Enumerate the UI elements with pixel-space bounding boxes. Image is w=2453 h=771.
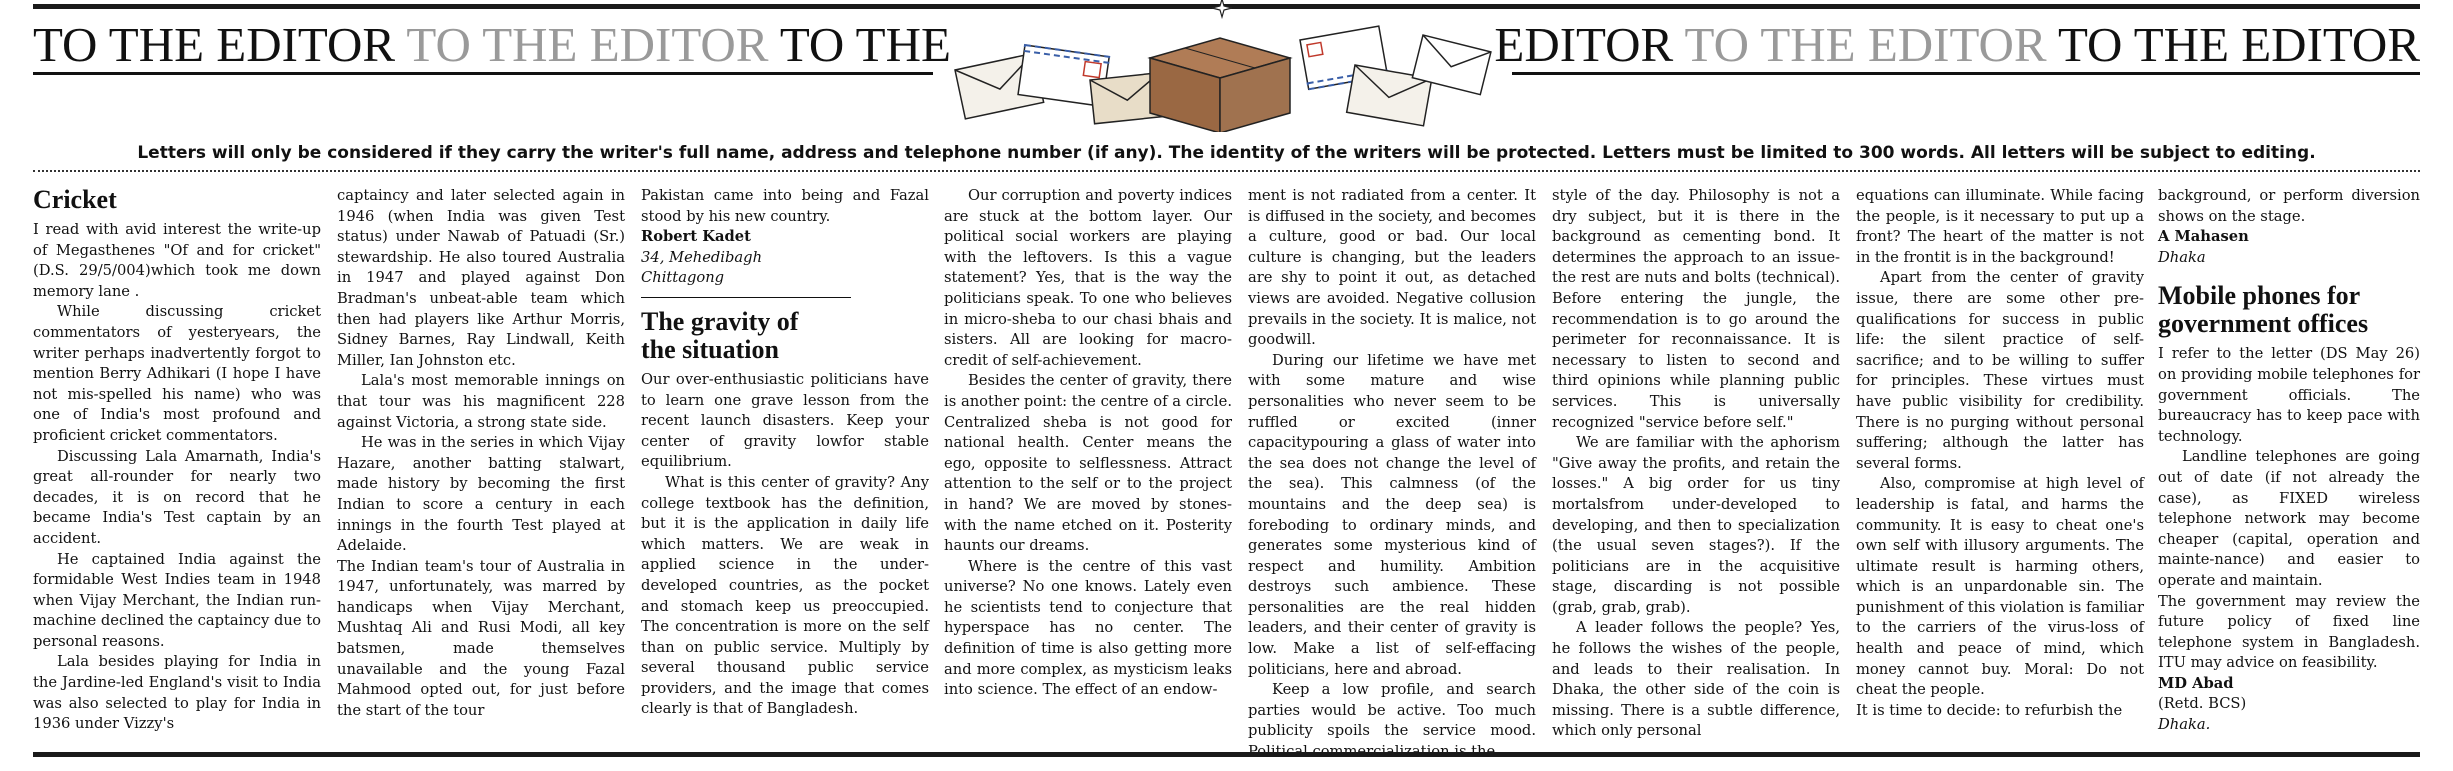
column-7 [1856, 186, 2144, 721]
paragraph: equations can illuminate. While facing the people, is it necessary to put up a front? The heart of the matter is not in the frontit is in the background! [1856, 187, 2144, 266]
signature-name: MD Abad [2158, 674, 2234, 692]
letters-policy-notice: Letters will only be considered if they carry the writer's full name, address and telephone number (if any). The identity of the writers will be protected. Letters must be limited to 300 words. All letters will be subject to editing. [137, 143, 2316, 163]
letter-divider [641, 297, 851, 298]
star-icon [1212, 0, 1232, 17]
spacer [2158, 268, 2420, 282]
paragraph: Apart from the center of gravity issue, there are some other pre-qualifications for success in public life: the silent practice of self-sacrifice; and to be willing to suffer for principles. These virtues must have public visibility for credibility. There is no purging without personal suffering; although the latter has several forms. [1856, 269, 2144, 472]
signature-city: Dhaka. [2158, 716, 2211, 734]
paragraph: The Indian team's tour of Australia in 1947, unfortunately, was marred by handicaps when Vijay Merchant, Mushtaq Ali and Rusi Modi, all key batsmen, made themselves unavailable and the young Fazal Mahmood opted out, for just before the start of the tour [337, 557, 625, 719]
headline-line: Mobile phones for [2158, 281, 2361, 311]
column-1 [33, 186, 321, 735]
column-8 [2158, 186, 2420, 736]
signature-address: 34, Mehedibagh [641, 248, 763, 266]
column-6 [1552, 186, 1840, 742]
banner-text: TO THE EDITOR [33, 17, 396, 72]
paragraph: Pakistan came into being and Fazal stood by his new country. [641, 187, 929, 225]
paragraph: Discussing Lala Amarnath, India's great all-rounder for nearly two decades, it is on record that he became India's Test captain by an accident. [33, 447, 321, 547]
paragraph: He captained India against the formidable West Indies team in 1948 when Vijay Merchant, the Indian run-machine declined the captaincy due to personal reasons. [33, 550, 321, 650]
paragraph: Landline telephones are going out of date (if not already the case), as FIXED wireless telephone network may become cheaper (capital, operation and mainte-nance) and easier to operate and maintain. [2158, 448, 2420, 589]
column-3 [641, 186, 929, 720]
paragraph: During our lifetime we have met with some mature and wise personalities who never seem to be ruffled or excited (inner capacitypouring a glass of water into the sea does not change the level of the sea). This calmness (of the mountains and the deep sea) is foreboding to ordinary minds, and generates some mysterious kind of respect and humility. Ambition destroys such ambience. These personalities are the real hidden leaders, and their center of gravity is low. Make a list of self-effacing politicians, here and abroad. [1248, 351, 1536, 678]
paragraph: I refer to the letter (DS May 26) on providing mobile telephones for government officials. The bureaucracy has to keep pace with technology. [2158, 345, 2420, 445]
paragraph: While discussing cricket commentators of yesteryears, the writer perhaps inadvertently forgot to mention Berry Adhikari (I hope I have not mis-spelled his name) who was one of India's most profound and proficient cricket commentators. [33, 303, 321, 444]
paragraph: I read with avid interest the write-up of Megasthenes "Of and for cricket" (D.S. 29/5/004)which took me down memory lane . [33, 221, 321, 300]
signature-title: (Retd. BCS) [2158, 695, 2247, 713]
headline-mobile-phones [2158, 282, 2420, 338]
headline-gravity [641, 308, 929, 364]
paragraph: Our corruption and poverty indices are stuck at the bottom layer. Our political social workers are playing with the leftovers. Is this a vague statement? Yes, that is the way the politicians speak. To one who believes in micro-sheba to our chasi bhais and sisters. All are looking for macro-credit of self-achievement. [944, 187, 1232, 369]
banner-text-grey: TO THE EDITOR [406, 17, 769, 72]
bottom-rule [33, 752, 2420, 757]
banner-text: TO THE [779, 17, 951, 72]
banner-left [33, 17, 951, 72]
banner-underline-left [33, 72, 933, 75]
paragraph: Lala besides playing for India in the Jardine-led England's visit to India was also selected to play for India in 1936 under Vizzy's [33, 653, 321, 733]
dotted-divider [33, 170, 2420, 172]
paragraph: What is this center of gravity? Any college textbook has the definition, but it is the application in daily life which matters. We are weak in applied science in the under-developed countries, as the pocket and stomach keep us preoccupied. The concentration is more on the self than on public service. Multiply by several thousand public service providers, and the image that comes clearly is that of Bangladesh. [641, 473, 929, 718]
signature-name: Robert Kadet [641, 228, 751, 246]
banner-right [1494, 17, 2420, 72]
banner-text: TO THE EDITOR [2057, 17, 2420, 72]
signature-city: Dhaka [2158, 248, 2206, 266]
paragraph: Keep a low profile, and search parties would be active. Too much publicity spoils the service mood. [1248, 681, 1536, 740]
headline-line: The gravity of [641, 306, 799, 336]
paragraph: Where is the centre of this vast universe? No one knows. Lately even he scientists tend to conjecture that hyperspace has no center. The definition of time is also getting more and more complex, as mysticism leaks into science. The effect of an endow- [944, 557, 1232, 699]
paragraph: Also, compromise at high level of leadership is fatal, and harms the community. It is easy to cheat one's own self with illusory arguments. The ultimate result is harming others, which is an unpardonable sin. The punishment of this violation is familiar to the carriers of the virus-loss of health and peace of mind, which money cannot buy. Moral: Do not cheat the people. [1856, 475, 2144, 699]
headline-line: the situation [641, 334, 779, 364]
column-4 [944, 186, 1232, 701]
signature-city: Chittagong [641, 269, 725, 287]
paragraph: We are familiar with the aphorism "Give away the profits, and retain the losses." A big order for us tiny mortalsfrom under-developed to developing, and then to specialization (the usual seven stages?). If the politicians are in the acquisitive stage, discarding is not possible (grab, grab, grab). [1552, 434, 1840, 616]
banner-text: EDITOR [1494, 17, 1674, 72]
paragraph: ment is not radiated from a center. It is diffused in the society, and becomes a culture, good or bad. Our local culture is changing, but the leaders are shy to point it out, as detached views are avoided. Negative collusion prevails in the society. It is malice, not goodwill. [1248, 187, 1536, 349]
paragraph: Besides the center of gravity, there is another point: the centre of a circle. Centralized sheba is not good for national health. Center means the ego, opposite to selflessness. Attract attention to the self or to the project in hand? We are moved by stones- with the name etched on it. Posterity haunts our dreams. [944, 372, 1232, 555]
paragraph: Lala's most memorable innings on that tour was his magnificent 228 against Victoria, a strong state side. [337, 372, 625, 431]
column-5 [1248, 186, 1536, 763]
package-icon [1150, 38, 1290, 132]
paragraph: The government may review the future policy of fixed line telephone system in Bangladesh. ITU may advice on feasibility. [2158, 592, 2420, 672]
paragraph: It is time to decide: to refurbish the [1856, 701, 2123, 719]
headline-line: government offices [2158, 309, 2369, 339]
signature-name: A Mahasen [2158, 228, 2249, 246]
envelopes-illustration [935, 0, 1510, 132]
paragraph: style of the day. Philosophy is not a dry subject, but it is there in the background as cementing bond. It determines the approach to an issue- the rest are nuts and bolts (technical). Before entering the jungle, the recommendation is to go around the perimeter for reconnaissance. It is necessary to listen to second and third opinions while planning public services. This is universally recognized "service before self." [1552, 187, 1840, 431]
paragraph: captaincy and later selected again in 1946 (when India was given Test status) under Nawab of Patuadi (Sr.) stewardship. He also toured Australia in 1947 and played against Don Bradman's unbeat-able team which then had players like Arthur Morris, Sidney Barnes, Ray Lindwall, Keith Miller, Ian Johnston etc. [337, 187, 625, 369]
paragraph: background, or perform diversion shows on the stage. [2158, 187, 2420, 225]
headline-cricket: Cricket [33, 185, 117, 214]
paragraph: A leader follows the people? Yes, he follows the wishes of the people, and leads to their realisation. In Dhaka, the other side of the coin is missing. There is a subtle difference, which only personal [1552, 619, 1840, 740]
banner-underline-right [1512, 72, 2420, 75]
paragraph: He was in the series in which Vijay Hazare, another batting stalwart, made history by becoming the first Indian to score a century in each innings in the fourth Test played at Adelaide. [337, 434, 625, 555]
paragraph: Our over-enthusiastic politicians have to learn one grave lesson from the recent launch disasters. Keep your center of gravity lowfor stable equilibrium. [641, 370, 929, 471]
banner-text-grey: TO THE EDITOR [1684, 17, 2047, 72]
column-2 [337, 186, 625, 721]
